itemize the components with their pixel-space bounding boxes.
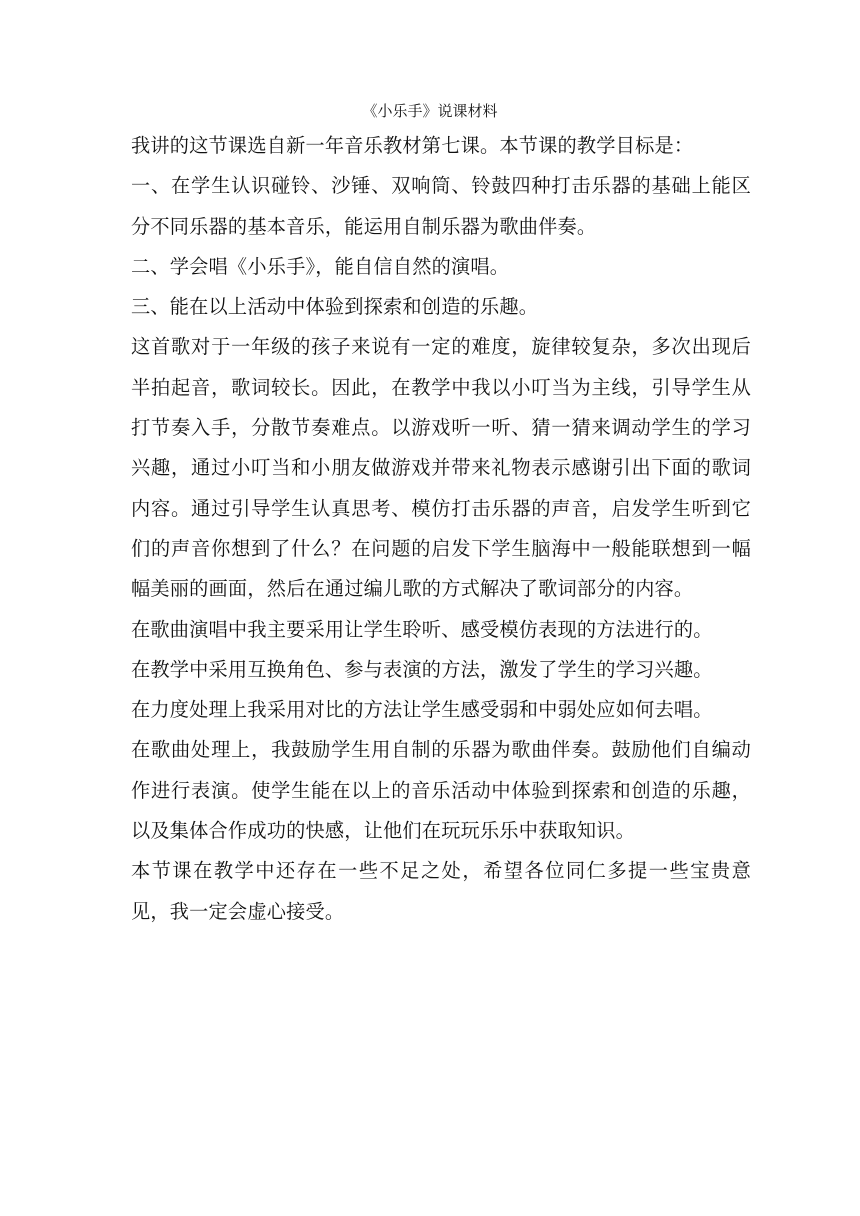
document-title: 《小乐手》说课材料	[362, 102, 498, 120]
paragraph-dynamics: 在力度处理上我采用对比的方法让学生感受弱和中弱处应如何去唱。	[131, 698, 713, 722]
paragraph-conclusion: 本节课在教学中还存在一些不足之处，希望各位同仁多提一些宝贵意见，我一定会虚心接受。	[131, 859, 751, 923]
paragraph-goal-1: 一、在学生认识碰铃、沙锤、双响筒、铃鼓四种打击乐器的基础上能区分不同乐器的基本音乐，能运用自制乐器为歌曲伴奏。	[131, 174, 751, 238]
paragraph-song-handling: 在歌曲处理上，我鼓励学生用自制的乐器为歌曲伴奏。鼓励他们自编动作进行表演。使学生能在以上的音乐活动中体验到探索和创造的乐趣，以及集体合作成功的快感，让他们在玩玩乐乐中获取知识。	[131, 738, 751, 843]
paragraph-teaching-method: 在教学中采用互换角色、参与表演的方法，激发了学生的学习兴趣。	[131, 657, 713, 681]
paragraph-intro: 我讲的这节课选自新一年音乐教材第七课。本节课的教学目标是：	[131, 134, 694, 157]
paragraph-goal-2: 二、学会唱《小乐手》，能自信自然的演唱。	[131, 254, 510, 278]
paragraph-analysis: 这首歌对于一年级的孩子来说有一定的难度，旋律较复杂，多次出现后半拍起音，歌词较长。因此，在教学中我以小叮当为主线，引导学生从打节奏入手，分散节奏难点。以游戏听一听、猜一猜来调动学生的学习兴趣，通过小叮当和小朋友做游戏并带来礼物表示感谢引出下面的歌词内容。通过引导学生认真思考、模仿打击乐器的声音，启发学生听到它们的声音你想到了什么？在问题的启发下学生脑海中一般能联想到一幅幅美丽的画面，然后在通过编儿歌的方式解决了歌词部分的内容。	[131, 335, 751, 601]
paragraph-singing-method: 在歌曲演唱中我主要采用让学生聆听、感受模仿表现的方法进行的。	[131, 617, 713, 641]
paragraph-goal-3: 三、能在以上活动中体验到探索和创造的乐趣。	[131, 295, 539, 319]
document-body	[131, 126, 751, 932]
